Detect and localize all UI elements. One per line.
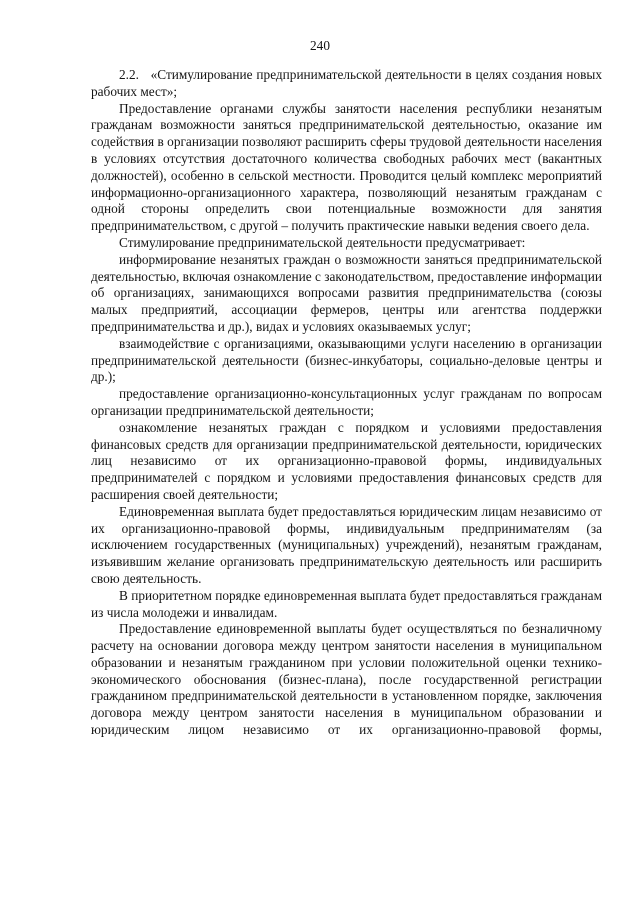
paragraph-lump-sum-payment: Единовременная выплата будет предоставляться юридическим лицам независимо от их организационно-правовой формы, индивидуальным предпринимателям (за исключением государственных (муниципальных) учреждений), незанятым гражданам, изъявившим желание организовать предпринимательскую деятельность или расширить свою деятельность. bbox=[91, 503, 602, 586]
paragraph-payment-conditions: Предоставление единовременной выплаты будет осуществляться по безналичному расчету на основании договора между центром занятости населения в муниципальном образовании и незанятым гражданином при условии положительной оценки технико-экономического обоснования (бизнес-плана), после государственной регистрации гражданином предпринимательской деятельности в установленном порядке, заключения договора между центром занятости населения в муниципальном образовании и юридическим лицом независимо от их организационно-правовой формы, bbox=[91, 621, 602, 738]
paragraph-provides: Стимулирование предпринимательской деятельности предусматривает: bbox=[119, 234, 526, 250]
list-item-familiarization: ознакомление незанятых граждан с порядком и условиями предоставления финансовых средств для организации предпринимательской деятельности, юридических лиц независимо от их организационно-правовой формы, индивидуальных предпринимателей с порядком и условиями предоставления финансовых средств для расширения своей деятельности; bbox=[91, 419, 602, 502]
paragraph-priority: В приоритетном порядке единовременная выплата будет предоставляться гражданам из числа молодежи и инвалидам. bbox=[91, 587, 602, 620]
section-heading-2-2: 2.2. «Стимулирование предпринимательской деятельности в целях создания новых рабочих мест»; bbox=[91, 67, 602, 99]
list-item-interaction: взаимодействие с организациями, оказывающими услуги населению в организации предпринимательской деятельности (бизнес-инкубаторы, социально-деловые центры и др.); bbox=[91, 335, 602, 385]
list-item-consulting: предоставление организационно-консультационных услуг гражданам по вопросам организации предпринимательской деятельности; bbox=[91, 386, 602, 418]
body-text bbox=[91, 67, 602, 739]
paragraph-intro: Предоставление органами службы занятости населения республики незанятым гражданам возможности заняться предпринимательской деятельностью, оказание им содействия в организации позволяют расширить сферы трудовой деятельности населения в условиях отсутствия достаточного количества свободных рабочих мест (вакантных должностей), особенно в сельской местности. Проводится целый комплекс мероприятий информационно-организационного характера, позволяющий незанятым гражданам с одной стороны определить свои потенциальные возможности для занятия предпринимательством, с другой – получить практические навыки ведения своего дела. bbox=[91, 100, 602, 234]
list-item-informing: информирование незанятых граждан о возможности заняться предпринимательской деятельностью, включая ознакомление с законодательством, предоставление информации об организациях, занимающихся вопросами развития предпринимательства (союзы малых предприятий, ассоциации фермеров, центры или агентства поддержки предпринимательства и др.), видах и условиях оказываемых услуг; bbox=[91, 251, 602, 334]
page-number: 240 bbox=[310, 38, 330, 53]
